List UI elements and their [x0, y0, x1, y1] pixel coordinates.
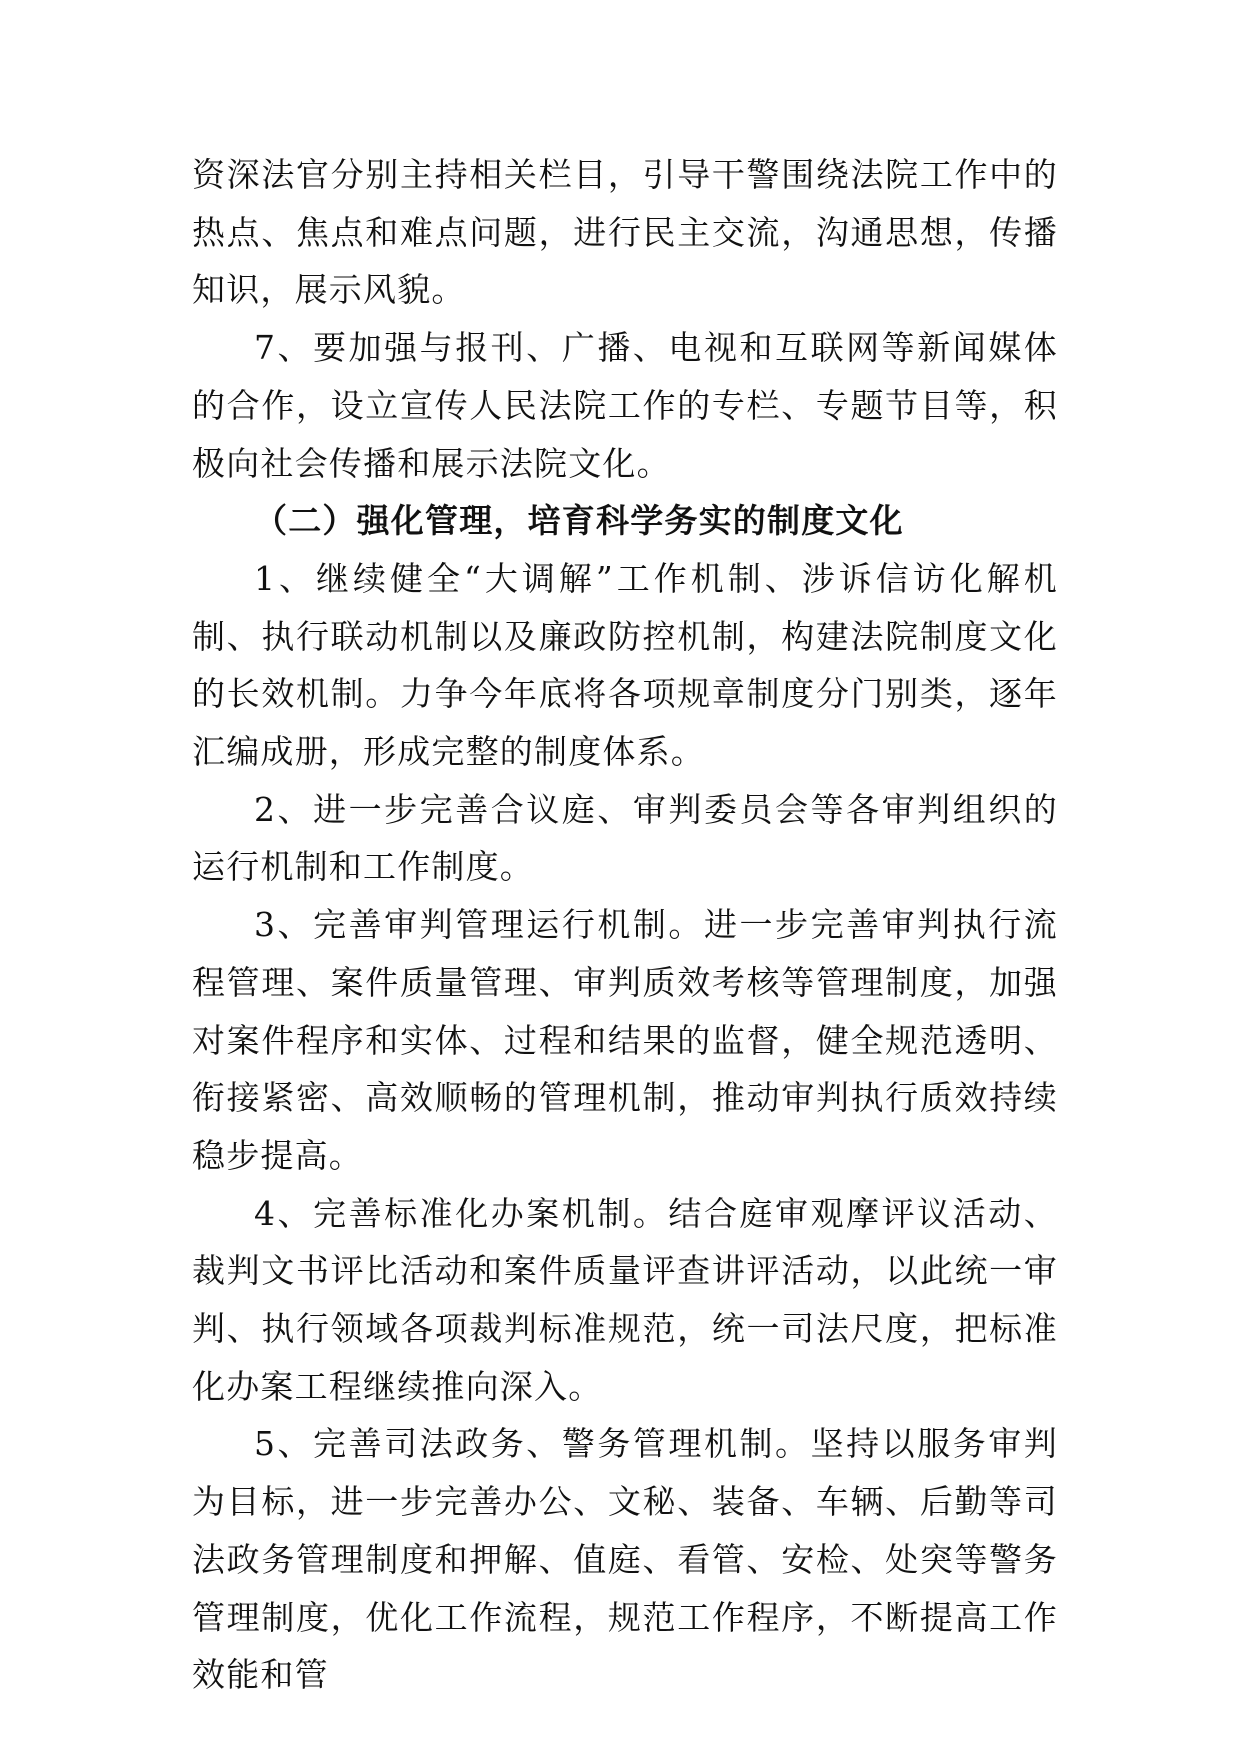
document-body [192, 146, 1058, 1704]
paragraph-item-7: 7、要加强与报刊、广播、电视和互联网等新闻媒体的合作，设立宣传人民法院工作的专栏、专题节目等，积极向社会传播和展示法院文化。 [192, 328, 1058, 483]
paragraph-item-3: 3、完善审判管理运行机制。进一步完善审判执行流程管理、案件质量管理、审判质效考核等管理制度，加强对案件程序和实体、过程和结果的监督，健全规范透明、衔接紧密、高效顺畅的管理机制，推动审判执行质效持续稳步提高。 [192, 905, 1058, 1175]
paragraph-continuation: 资深法官分别主持相关栏目，引导干警围绕法院工作中的热点、焦点和难点问题，进行民主交流，沟通思想，传播知识，展示风貌。 [192, 155, 1058, 310]
paragraph-item-4: 4、完善标准化办案机制。结合庭审观摩评议活动、裁判文书评比活动和案件质量评查讲评活动，以此统一审判、执行领域各项裁判标准规范，统一司法尺度，把标准化办案工程继续推向深入。 [192, 1193, 1058, 1406]
paragraph-item-2: 2、进一步完善合议庭、审判委员会等各审判组织的运行机制和工作制度。 [192, 789, 1058, 887]
paragraph-item-1: 1、继续健全“大调解”工作机制、涉诉信访化解机制、执行联动机制以及廉政防控机制，构建法院制度文化的长效机制。力争今年底将各项规章制度分门别类，逐年汇编成册，形成完整的制度体系。 [192, 558, 1058, 772]
paragraph-item-5: 5、完善司法政务、警务管理机制。坚持以服务审判为目标，进一步完善办公、文秘、装备、车辆、后勤等司法政务管理制度和押解、值庭、看管、安检、处突等警务管理制度，优化工作流程，规范工作程序，不断提高工作效能和管 [192, 1424, 1058, 1695]
section-heading: （二）强化管理，培育科学务实的制度文化 [254, 501, 904, 541]
